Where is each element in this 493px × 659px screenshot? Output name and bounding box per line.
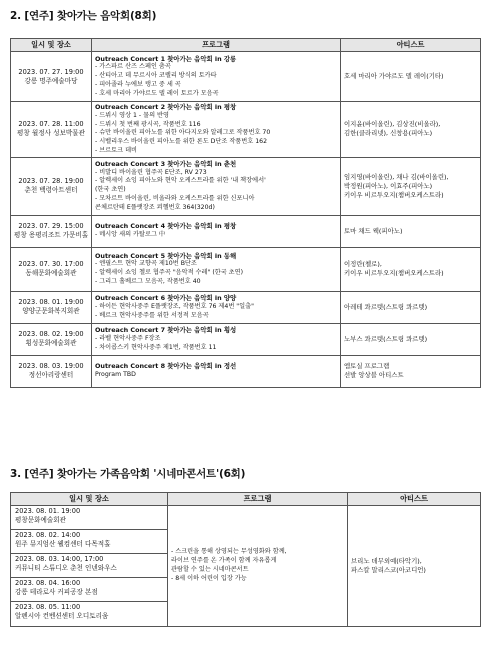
program-title: Outreach Concert 1 찾아가는 음악회 in 강릉 bbox=[95, 54, 237, 63]
date-place-entry bbox=[11, 602, 167, 626]
artist-cell bbox=[341, 355, 481, 387]
program-item: - 8세 이하 어린이 입장 가능 bbox=[171, 574, 247, 582]
artist-cell bbox=[341, 323, 481, 355]
program-title: Outreach Concert 2 찾아가는 음악회 in 평창 bbox=[95, 103, 237, 111]
date-place-cell bbox=[11, 215, 92, 247]
concert-venue: 동해문화예술회관 bbox=[25, 269, 77, 278]
program-item: - 드뷔시 영상 1 - 물의 반영 bbox=[95, 111, 169, 119]
date-place-cell bbox=[11, 247, 92, 291]
program-item: (한국 초연) bbox=[95, 186, 126, 194]
concert-venue: 평창 용평리조트 가문비홀 bbox=[14, 231, 89, 240]
artist-line: 호세 마리아 가야르도 델 레이(기타) bbox=[344, 72, 444, 80]
artist-cell bbox=[341, 291, 481, 323]
concert-date: 2023. 08. 02. 19:00 bbox=[18, 330, 84, 339]
program-item: - 알렉세이 쇼잉 피아노와 현악 오케스트라를 위한 '내 책장에서' bbox=[95, 177, 266, 185]
program-item: - 피아졸라 누에보 탱고 중 세 곡 bbox=[95, 80, 181, 88]
concert-row bbox=[11, 52, 481, 102]
artist-cell bbox=[341, 157, 481, 215]
cinema-date: 2023. 08. 05. 11:00 bbox=[15, 603, 81, 611]
program-item: - 엔필스트 현악 교향곡 제10번 B단조 bbox=[95, 260, 197, 268]
cinema-date: 2023. 08. 02. 14:00 bbox=[15, 531, 81, 539]
program-item: - 스크린을 통해 상영되는 무성영화와 함께, bbox=[171, 548, 287, 556]
concert-date: 2023. 07. 29. 15:00 bbox=[18, 222, 84, 231]
date-place-cell bbox=[11, 157, 92, 215]
artist-line: 브리노 데무외예(타악기), bbox=[351, 557, 422, 565]
program-cell bbox=[168, 506, 348, 627]
cinema-venue: 커뮤니티 스튜디오 춘천 인넨와우스 bbox=[15, 564, 117, 572]
concert-venue: 평창 월정사 성보박물관 bbox=[17, 129, 85, 138]
section-title-cinema: 3. [연주] 찾아가는 가족음악회 '시네마콘서트'(6회) bbox=[10, 468, 246, 480]
concert-date: 2023. 07. 28. 11:00 bbox=[18, 120, 84, 129]
outreach-concert-table bbox=[10, 38, 481, 388]
artist-line: 키이우 비르투오지(챔버오케스트라) bbox=[344, 190, 444, 199]
program-title: Outreach Concert 4 찾아가는 음악회 in 평창 bbox=[95, 222, 237, 231]
program-cell bbox=[92, 102, 341, 158]
concert-date: 2023. 08. 01. 19:00 bbox=[18, 298, 84, 307]
program-title: Outreach Concert 8 찾아가는 음악회 in 정선 bbox=[95, 362, 237, 371]
program-title: Outreach Concert 5 찾아가는 음악회 in 동해 bbox=[95, 251, 237, 260]
header-program: 프로그램 bbox=[168, 493, 348, 506]
date-place-entry bbox=[11, 578, 167, 602]
header-artist: 아티스트 bbox=[348, 493, 481, 506]
program-item: - 그리그 홀베르그 모음곡, 작품번호 40 bbox=[95, 278, 201, 286]
program-item: - 시벨리우스 바이올린 피아노를 위한 론도 D단조 작품번호 162 bbox=[95, 138, 268, 146]
artist-line: 아레테 콰르텟(스트링 콰르텟) bbox=[344, 302, 428, 311]
concert-row bbox=[11, 247, 481, 291]
program-item: Program TBD bbox=[95, 371, 136, 379]
cinema-venue: 평창문화예술회관 bbox=[15, 516, 66, 524]
program-item: 라이브 연주를 온 가족이 함께 자유롭게 bbox=[171, 557, 277, 565]
concert-row bbox=[11, 291, 481, 323]
program-cell bbox=[92, 247, 341, 291]
cinema-date: 2023. 08. 04. 16:00 bbox=[15, 579, 81, 587]
cinema-venue: 알펜시아 컨벤션센터 오디토리움 bbox=[15, 612, 109, 620]
program-cell bbox=[92, 215, 341, 247]
program-item: - 드뷔시 첫 번째 광시곡, 작품번호 116 bbox=[95, 120, 201, 128]
cinema-concert-table bbox=[10, 492, 481, 627]
artist-line: 박정원(피아노), 이효주(피아노) bbox=[344, 181, 433, 190]
program-item: - 차이콥스키 현악사중주 제1번, 작품번호 11 bbox=[95, 343, 217, 351]
program-item: - 알렉세이 쇼잉 첼로 협주곡 "음악적 수레" (한국 초연) bbox=[95, 269, 244, 277]
artist-line: 김한(클라리넷), 신창용(피아노) bbox=[344, 129, 433, 138]
concert-date: 2023. 08. 03. 19:00 bbox=[18, 362, 84, 371]
artist-line: 선발 앙상블 아티스트 bbox=[344, 371, 404, 380]
program-cell bbox=[92, 157, 341, 215]
header-date-place: 일시 및 장소 bbox=[11, 39, 92, 52]
header-program: 프로그램 bbox=[92, 39, 341, 52]
date-place-cell bbox=[11, 506, 168, 627]
program-item: - 메시앙 새의 카탈로그 中 bbox=[95, 231, 166, 239]
date-place-entry bbox=[11, 554, 167, 578]
concert-row bbox=[11, 102, 481, 158]
date-place-cell bbox=[11, 323, 92, 355]
concert-row bbox=[11, 355, 481, 387]
program-cell bbox=[92, 323, 341, 355]
artist-line: 노부스 콰르텟(스트링 콰르텟) bbox=[344, 334, 428, 343]
concert-venue: 양양군문화복지회관 bbox=[22, 307, 80, 316]
artist-cell bbox=[341, 247, 481, 291]
program-item: - 비발디 바이올린 협주곡 E단조, RV 273 bbox=[95, 168, 207, 176]
artist-line: 파스칼 말리스코(아코디언) bbox=[351, 566, 426, 574]
concert-row bbox=[11, 323, 481, 355]
artist-line: 토마 채드 웩(피아노) bbox=[344, 226, 403, 235]
concert-date: 2023. 07. 30. 17:00 bbox=[18, 260, 84, 269]
program-item: 콘체르탄테 E플랫장조 쾨헬번호 364(320d) bbox=[95, 203, 215, 211]
concert-venue: 횡성문화예술회관 bbox=[25, 339, 77, 348]
program-cell bbox=[92, 52, 341, 102]
program-item: 관람할 수 있는 시네마콘서트 bbox=[171, 566, 249, 573]
cinema-row bbox=[11, 506, 481, 627]
program-item: - 호세 마리아 가야르도 델 레이 토르가 모음곡 bbox=[95, 89, 219, 97]
concert-venue: 춘천 백령아트센터 bbox=[24, 186, 78, 195]
cinema-date: 2023. 08. 03. 14:00, 17:00 bbox=[15, 555, 104, 563]
artist-cell bbox=[341, 52, 481, 102]
date-place-entry bbox=[11, 506, 167, 530]
cinema-venue: 원주 뮤지엄산 웰컴센터 다목적홀 bbox=[15, 540, 111, 548]
program-item: - 모차르트 바이올린, 비올라와 오케스트라를 위한 신포니아 bbox=[95, 195, 255, 203]
header-artist: 아티스트 bbox=[341, 39, 481, 52]
program-item: - 라벨 현악사중주 F장조 bbox=[95, 334, 161, 342]
program-item: - 슈만 바이올린 피아노를 위한 아다지오와 알레그로 작품번호 70 bbox=[95, 129, 271, 137]
header-date-place: 일시 및 장소 bbox=[11, 493, 168, 506]
artist-line: 임지영(바이올린), 채나 김(바이올린), bbox=[344, 172, 449, 181]
cinema-venue: 강릉 테라로사 커피공장 본점 bbox=[15, 588, 98, 596]
program-item: - 가스파르 산즈 스페인 춤곡 bbox=[95, 63, 171, 71]
concert-row bbox=[11, 157, 481, 215]
section-title-outreach: 2. [연주] 찾아가는 음악회(8회) bbox=[10, 10, 157, 22]
program-item: - 베르크 현악사중주를 위한 서정적 모음곡 bbox=[95, 311, 209, 319]
program-title: Outreach Concert 6 찾아가는 음악회 in 양양 bbox=[95, 294, 237, 303]
program-title: Outreach Concert 7 찾아가는 음악회 in 횡성 bbox=[95, 326, 237, 335]
artist-cell bbox=[341, 102, 481, 158]
artist-line: 키이우 비르투오지(챔버오케스트라) bbox=[344, 269, 444, 278]
concert-date: 2023. 07. 28. 19:00 bbox=[18, 177, 84, 186]
artist-cell bbox=[348, 506, 481, 627]
concert-date: 2023. 07. 27. 19:00 bbox=[18, 67, 84, 76]
program-cell bbox=[92, 291, 341, 323]
artist-line: 엠토실 프로그램 bbox=[344, 362, 390, 371]
artist-line: 이정란(첼로), bbox=[344, 260, 382, 269]
concert-row bbox=[11, 215, 481, 247]
program-item: - 브르토크 데비 bbox=[95, 146, 138, 154]
date-place-cell bbox=[11, 291, 92, 323]
date-place-entry bbox=[11, 530, 167, 554]
date-place-cell bbox=[11, 52, 92, 102]
cinema-date: 2023. 08. 01. 19:00 bbox=[15, 507, 81, 515]
program-cell bbox=[92, 355, 341, 387]
program-item: - 산티아고 데 무르시아 코렐리 방식의 토카타 bbox=[95, 72, 217, 80]
artist-line: 이지윤(바이올린), 김상진(비올라), bbox=[344, 120, 441, 129]
concert-venue: 정선아리랑센터 bbox=[28, 371, 74, 380]
concert-venue: 강릉 명주예술마당 bbox=[24, 76, 78, 85]
date-place-cell bbox=[11, 355, 92, 387]
program-item: - 하이든 현악사중주 E플랫장조, 작품번호 76 제4번 "일출" bbox=[95, 302, 254, 310]
program-title: Outreach Concert 3 찾아가는 음악회 in 춘천 bbox=[95, 159, 237, 168]
artist-cell bbox=[341, 215, 481, 247]
date-place-cell bbox=[11, 102, 92, 158]
